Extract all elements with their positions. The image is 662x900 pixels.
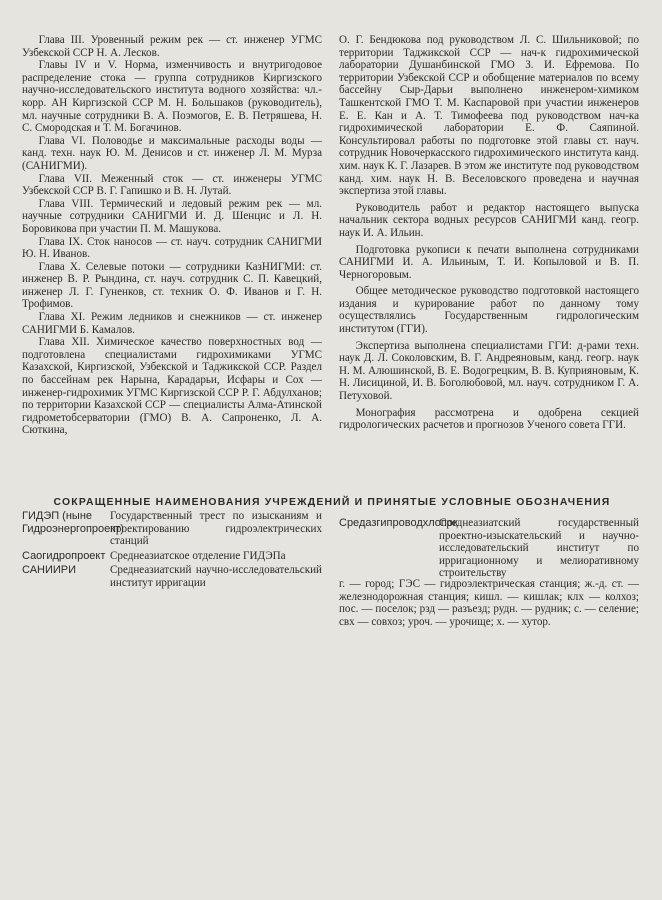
paragraph: Глава XII. Химическое качество поверхностных вод — подготовлена специалистами гидрохимиками УГМС Казахской, Киргизской, Узбекской и Таджикской ССР. Раздел по бассейнам рек Нарына, Карадарьи, Исфары и Сох — инженер-гидрохимик УГМС Киргизской ССР Р. Г. Абдулханов; по территории Казахской ССР — специалисты Алма-Атинской гидрометобсерватории (ГМО) В. А. Сапроненко, Л. А. Сюткина, bbox=[22, 336, 322, 437]
abbreviation-entry bbox=[22, 564, 322, 589]
abbreviation-term: САНИИРИ bbox=[22, 564, 77, 577]
abbreviation-entry bbox=[22, 550, 322, 563]
paragraph: Глава XI. Режим ледников и снежников — ст. инженер САНИГМИ Б. Камалов. bbox=[22, 311, 322, 336]
paragraph: Подготовка рукописи к печати выполнена сотрудниками САНИГМИ И. А. Ильиным, Т. И. Копыловой и В. П. Черногоровым. bbox=[339, 243, 639, 281]
paragraph: Глава VI. Половодье и максимальные расходы воды — канд. техн. наук Ю. М. Денисов и ст. инженер Л. М. Мурза (САНИГМИ). bbox=[22, 134, 322, 172]
left-text-column bbox=[22, 34, 322, 437]
abbreviations-heading: СОКРАЩЕННЫЕ НАИМЕНОВАНИЯ УЧРЕЖДЕНИЙ И ПРИНЯТЫЕ УСЛОВНЫЕ ОБОЗНАЧЕНИЯ bbox=[53, 497, 611, 508]
paragraph: Общее методическое руководство подготовкой настоящего издания и курирование работ по данному тому осуществлялись Государственным гидрологическим институтом (ГГИ). bbox=[339, 285, 639, 336]
abbreviation-definition: Среднеазиатский государственный проектно-изыскательский и научно-исследовательский институт по ирригационному и мелиоративному строительству bbox=[439, 517, 639, 580]
abbreviation-entry bbox=[22, 510, 322, 548]
abbreviations-list-right bbox=[339, 517, 639, 582]
abbreviations-list-left bbox=[22, 510, 322, 592]
paragraph: Глава IX. Сток наносов — ст. науч. сотрудник САНИГМИ Ю. Н. Иванов. bbox=[22, 235, 322, 261]
paragraph: Глава X. Селевые потоки — сотрудники КазНИГМИ: ст. инженер В. Р. Рындина, ст. науч. сотрудник С. П. Кавецкий, инженер Л. Г. Гуненков, ст. техник О. Ф. Иванов и Г. Н. Трофимов. bbox=[22, 260, 322, 311]
abbreviation-definition: Среднеазиатский научно-исследовательский институт ирригации bbox=[110, 564, 322, 589]
abbreviation-term: Саогидропроект bbox=[22, 549, 106, 562]
abbreviation-entry bbox=[339, 517, 639, 580]
paragraph: Экспертиза выполнена специалистами ГГИ: д-рами техн. наук Д. Л. Соколовским, В. Г. Андреяновым, канд. геогр. наук Н. М. Алюшинской, В. Е. Водогрецким, В. В. Куприяновым, К. Н. Лисициной, И. В. Боголюбовой, мл. науч. сотрудником Г. А. Петуховой. bbox=[339, 339, 639, 403]
paragraph: Монография рассмотрена и одобрена секцией гидрологических расчетов и прогнозов Ученого совета ГГИ. bbox=[339, 406, 639, 432]
right-text-column bbox=[339, 34, 639, 432]
paragraph: Глава III. Уровенный режим рек — ст. инженер УГМС Узбекской ССР Н. А. Лесков. bbox=[22, 34, 322, 59]
abbreviation-definition: Государственный трест по изысканиям и проектированию гидроэлектрических станций bbox=[110, 510, 322, 548]
paragraph: Руководитель работ и редактор настоящего выпуска начальник сектора водных ресурсов САНИГМИ канд. геогр. наук И. А. Ильин. bbox=[339, 201, 639, 239]
symbols-legend: г. — город; ГЭС — гидроэлектрическая станция; ж.-д. ст. — железнодорожная станция; кишл. — кишлак; клх — колхоз; пос. — поселок; рзд — разъезд; рудн. — рудник; с. — селение; свх — совхоз; уроч. — урочище; х. — хутор. bbox=[339, 578, 639, 628]
paragraph: Главы IV и V. Норма, изменчивость и внутригодовое распределение стока — группа сотрудников Киргизского научно-исследовательского института водного хозяйства: чл.-корр. АН Киргизской ССР М. Н. Большаков (руководитель), мл. научные сотрудники В. А. Поэмогов, Е. В. Петряшева, Н. С. Смородская и Т. М. Богачинов. bbox=[22, 59, 322, 135]
abbreviation-definition: Среднеазиатское отделение ГИДЭПа bbox=[110, 549, 286, 562]
abbreviation-term: ГИДЭП (ныне Гидроэнергопроект) bbox=[22, 510, 124, 535]
paragraph: Глава VIII. Термический и ледовый режим рек — мл. научные сотрудники САНИГМИ И. Д. Шенцис и Л. Н. Боровикова при участии П. М. Машукова. bbox=[22, 197, 322, 235]
paragraph: О. Г. Бендюкова под руководством Л. С. Шильниковой; по территории Таджикской ССР — нач-к гидрохимической лаборатории Душанбинской ГМО З. И. Ефремова. По территории Узбекской ССР и обобщение материалов по всему бассейну Сыр-Дарьи выполнено инженером-химиком Ташкентской ГМО Т. М. Каспаровой при участии инженеров Е. Е. Кан и А. Т. Тимофеева под руководством нач-ка гидрохимической лаборатории Е. Ф. Саяпиной. Консультировал работы по подготовке этой главы ст. науч. сотрудник Новочеркасского гидрохимического института канд. хим. наук К. Г. Лазарев. В этом же институте под руководством канд. хим. наук Н. В. Веселовского проведена и научная экспертиза этой главы. bbox=[339, 34, 639, 198]
paragraph: Глава VII. Меженный сток — ст. инженеры УГМС Узбекской ССР В. Г. Гапишко и В. Н. Лутай. bbox=[22, 172, 322, 198]
abbreviation-term: Средазгипроводхлопок bbox=[339, 517, 458, 529]
